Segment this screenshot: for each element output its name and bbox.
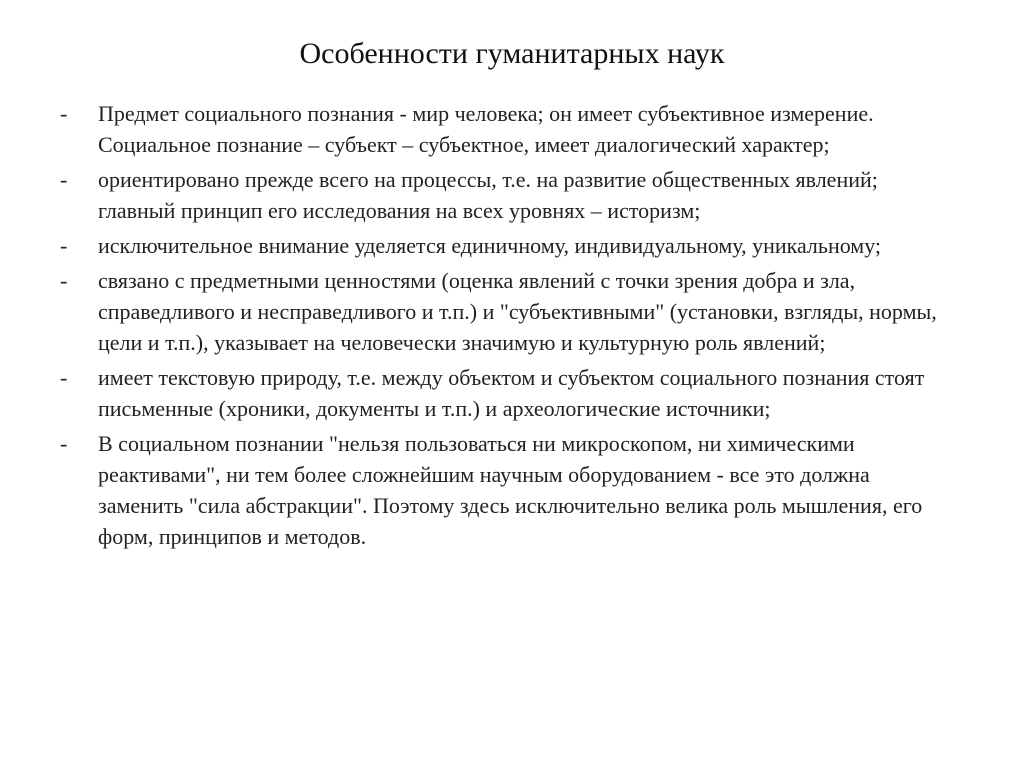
list-item-text: В социальном познании "нельзя пользоваться ни микроскопом, ни химическими реактивами", ни тем более сложнейшим научным оборудованием - все это должна заменить "сила абстракции". Поэтому здесь исключительно велика роль мышления, его форм, принципов и методов. xyxy=(98,431,923,549)
bullet-dash: - xyxy=(60,431,68,456)
bullet-dash: - xyxy=(60,167,68,192)
list-item-text: ориентировано прежде всего на процессы, т.е. на развитие общественных явлений; главный принцип его исследования на всех уровнях – историзм; xyxy=(98,167,878,223)
list-item xyxy=(60,164,960,226)
list-item xyxy=(60,428,960,552)
bullet-dash: - xyxy=(60,101,68,126)
list-item xyxy=(60,98,960,160)
slide-title: Особенности гуманитарных наук xyxy=(299,37,725,70)
list-item xyxy=(60,362,960,424)
list-item xyxy=(60,230,960,261)
list-item-text: имеет текстовую природу, т.е. между объектом и субъектом социального познания стоят письменные (хроники, документы и т.п.) и археологические источники; xyxy=(98,365,925,421)
bullet-list xyxy=(60,98,960,556)
list-item-text: исключительное внимание уделяется единичному, индивидуальному, уникальному; xyxy=(98,233,882,258)
bullet-dash: - xyxy=(60,268,68,293)
list-item xyxy=(60,265,960,358)
list-item-text: Предмет социального познания - мир человека; он имеет субъективное измерение. Социальное познание – субъект – субъектное, имеет диалогический характер; xyxy=(98,101,874,157)
bullet-dash: - xyxy=(60,365,68,390)
list-item-text: связано с предметными ценностями (оценка явлений с точки зрения добра и зла, справедливого и несправедливого и т.п.) и "субъективными" (установки, взгляды, нормы, цели и т.п.), указывает на человечески значимую и культурную роль явлений; xyxy=(98,268,937,355)
bullet-dash: - xyxy=(60,233,68,258)
